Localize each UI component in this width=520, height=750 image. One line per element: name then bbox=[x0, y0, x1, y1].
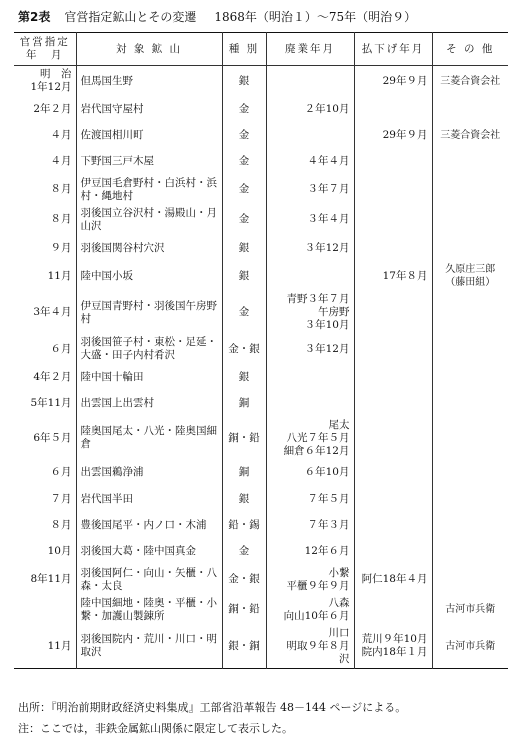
cell-other bbox=[432, 390, 508, 416]
cell-designated-date: 11月 bbox=[47, 269, 72, 282]
cell-target-mine: 伊豆国青野村・羽後国午房野村 bbox=[76, 291, 222, 334]
footnote-note: 注：ここでは，非鉄金属鉱山関係に限定して表示した。 bbox=[18, 722, 293, 735]
cell-other: 三菱合資会社 bbox=[432, 122, 508, 148]
cell-designated-date: ６月 bbox=[50, 466, 72, 479]
cell-type: 金 bbox=[222, 122, 266, 148]
cell-closed-date: ２年10月 bbox=[266, 96, 354, 122]
cell-closed-date: ６年10月 bbox=[266, 460, 354, 486]
cell-type: 銀 bbox=[222, 235, 266, 261]
cell-other bbox=[432, 235, 508, 261]
cell-sold-date bbox=[354, 364, 432, 390]
cell-closed-date: 川口 明取９年８月 沢 bbox=[266, 625, 354, 669]
cell-closed-date: 小繋 平櫃９年９月 bbox=[266, 565, 354, 595]
cell-target-mine: 伊豆国毛倉野村・白浜村・浜村・縄地村 bbox=[76, 175, 222, 205]
table-row bbox=[14, 539, 508, 565]
cell-type: 金 bbox=[222, 539, 266, 565]
cell-target-mine: 出雲国上出雲村 bbox=[76, 390, 222, 416]
table-row bbox=[14, 460, 508, 486]
cell-designated-date bbox=[14, 595, 76, 625]
table-row bbox=[14, 486, 508, 512]
table-row bbox=[14, 390, 508, 416]
table-row bbox=[14, 122, 508, 148]
cell-sold-date: 荒川９年10月 院内18年１月 bbox=[354, 625, 432, 669]
cell-closed-date: ４年４月 bbox=[266, 149, 354, 175]
cell-target-mine: 陸中国小坂 bbox=[76, 261, 222, 291]
cell-other bbox=[432, 364, 508, 390]
cell-sold-date bbox=[354, 390, 432, 416]
cell-sold-date: 17年８月 bbox=[354, 261, 432, 291]
cell-other bbox=[432, 334, 508, 364]
mines-table bbox=[14, 32, 508, 669]
cell-closed-date bbox=[266, 364, 354, 390]
cell-target-mine: 下野国三戸木屋 bbox=[76, 149, 222, 175]
cell-target-mine: 但馬国生野 bbox=[76, 66, 222, 97]
cell-sold-date bbox=[354, 149, 432, 175]
cell-closed-date: ７年５月 bbox=[266, 486, 354, 512]
cell-type: 金・銀 bbox=[222, 565, 266, 595]
cell-closed-date bbox=[266, 390, 354, 416]
cell-other bbox=[432, 512, 508, 538]
cell-sold-date bbox=[354, 539, 432, 565]
cell-closed-date: ３年７月 bbox=[266, 175, 354, 205]
table-row bbox=[14, 625, 508, 669]
col-header-type: 種 別 bbox=[222, 33, 266, 66]
cell-sold-date bbox=[354, 334, 432, 364]
cell-other bbox=[432, 460, 508, 486]
cell-target-mine: 羽後国阿仁・向山・矢櫃・八森・太良 bbox=[76, 565, 222, 595]
cell-closed-date: 八森 向山10年６月 bbox=[266, 595, 354, 625]
cell-closed-date: 尾太 八光７年５月 細倉６年12月 bbox=[266, 417, 354, 460]
table-row bbox=[14, 96, 508, 122]
cell-type: 金 bbox=[222, 96, 266, 122]
cell-closed-date: ７年３月 bbox=[266, 512, 354, 538]
col-header-closed-date: 廃業年月 bbox=[266, 33, 354, 66]
table-row bbox=[14, 595, 508, 625]
col-header-designated-date: 官営指定年 月 bbox=[14, 33, 76, 66]
cell-closed-date: 12年６月 bbox=[266, 539, 354, 565]
cell-closed-date: 青野３年７月 午房野 ３年10月 bbox=[266, 291, 354, 334]
cell-type: 金 bbox=[222, 149, 266, 175]
cell-closed-date: ３年４月 bbox=[266, 205, 354, 235]
cell-sold-date: 29年９月 bbox=[354, 122, 432, 148]
col-header-target-mine: 対 象 鉱 山 bbox=[76, 33, 222, 66]
cell-other: 三菱合資会社 bbox=[432, 66, 508, 97]
cell-other bbox=[432, 175, 508, 205]
cell-sold-date bbox=[354, 512, 432, 538]
cell-designated-date: ７月 bbox=[50, 492, 72, 505]
table-row bbox=[14, 291, 508, 334]
cell-designated-date: ８月 bbox=[50, 183, 72, 196]
table-row bbox=[14, 66, 508, 97]
cell-target-mine: 羽後国院内・荒川・川口・明取沢 bbox=[76, 625, 222, 669]
table-row bbox=[14, 205, 508, 235]
cell-other bbox=[432, 539, 508, 565]
cell-designated-date: 6年５月 bbox=[33, 431, 72, 444]
cell-type: 銅・鉛 bbox=[222, 417, 266, 460]
cell-designated-date: ４月 bbox=[50, 155, 72, 168]
cell-designated-date: ８月 bbox=[50, 519, 72, 532]
cell-sold-date bbox=[354, 460, 432, 486]
cell-other bbox=[432, 486, 508, 512]
cell-sold-date bbox=[354, 205, 432, 235]
cell-type: 銅・鉛 bbox=[222, 595, 266, 625]
cell-sold-date bbox=[354, 175, 432, 205]
cell-sold-date bbox=[354, 417, 432, 460]
table-title bbox=[18, 8, 508, 26]
cell-other bbox=[432, 205, 508, 235]
cell-target-mine: 陸奥国尾太・八光・陸奥国細倉 bbox=[76, 417, 222, 460]
cell-closed-date: ３年12月 bbox=[266, 334, 354, 364]
cell-target-mine: 佐渡国相川町 bbox=[76, 122, 222, 148]
cell-other bbox=[432, 565, 508, 595]
cell-designated-date: ６月 bbox=[50, 342, 72, 355]
cell-sold-date bbox=[354, 595, 432, 625]
cell-sold-date bbox=[354, 96, 432, 122]
cell-sold-date bbox=[354, 291, 432, 334]
table-row bbox=[14, 334, 508, 364]
cell-target-mine: 陸中国十輪田 bbox=[76, 364, 222, 390]
header-row bbox=[14, 33, 508, 66]
cell-target-mine: 羽後国大葛・陸中国真金 bbox=[76, 539, 222, 565]
cell-designated-date: ８月 bbox=[50, 213, 72, 226]
cell-designated-date: 10月 bbox=[47, 545, 72, 558]
cell-target-mine: 出雲国鵜浄浦 bbox=[76, 460, 222, 486]
cell-designated-date: 3年４月 bbox=[33, 306, 72, 319]
cell-type: 銀・銅 bbox=[222, 625, 266, 669]
cell-closed-date bbox=[266, 261, 354, 291]
cell-sold-date bbox=[354, 486, 432, 512]
cell-type: 金 bbox=[222, 205, 266, 235]
cell-other bbox=[432, 96, 508, 122]
cell-type: 銀 bbox=[222, 261, 266, 291]
table-row bbox=[14, 149, 508, 175]
cell-type: 銀 bbox=[222, 364, 266, 390]
cell-closed-date bbox=[266, 66, 354, 97]
cell-type: 銅 bbox=[222, 390, 266, 416]
cell-designated-date: 明 治 1年12月 bbox=[30, 68, 72, 93]
table-period: 1868年（明治１）～75年（明治９） bbox=[214, 10, 417, 24]
cell-other bbox=[432, 417, 508, 460]
col-header-other: そ の 他 bbox=[432, 33, 508, 66]
table-row bbox=[14, 565, 508, 595]
cell-other: 古河市兵衛 bbox=[432, 595, 508, 625]
cell-type: 銅 bbox=[222, 460, 266, 486]
cell-other bbox=[432, 149, 508, 175]
table-number: 第2表 bbox=[18, 10, 51, 24]
cell-designated-date: 8年11月 bbox=[30, 573, 72, 586]
cell-other: 久原庄三郎 （藤田組） bbox=[432, 261, 508, 291]
cell-target-mine: 陸中国細地・陸奥・平櫃・小繋・加護山製錬所 bbox=[76, 595, 222, 625]
cell-type: 金 bbox=[222, 175, 266, 205]
table-row bbox=[14, 235, 508, 261]
table-row bbox=[14, 261, 508, 291]
cell-target-mine: 羽後国関谷村穴沢 bbox=[76, 235, 222, 261]
table-row bbox=[14, 175, 508, 205]
cell-sold-date bbox=[354, 235, 432, 261]
cell-other bbox=[432, 291, 508, 334]
cell-target-mine: 羽後国笹子村・東松・足延・大盛・田子内村肴沢 bbox=[76, 334, 222, 364]
table-row bbox=[14, 417, 508, 460]
cell-designated-date: 5年11月 bbox=[30, 397, 72, 410]
cell-sold-date: 29年９月 bbox=[354, 66, 432, 97]
cell-designated-date: ９月 bbox=[50, 241, 72, 254]
cell-closed-date: ３年12月 bbox=[266, 235, 354, 261]
table-row bbox=[14, 364, 508, 390]
cell-designated-date: 11月 bbox=[47, 639, 72, 652]
cell-target-mine: 豊後国尾平・内ノ口・木浦 bbox=[76, 512, 222, 538]
cell-designated-date: ４月 bbox=[50, 128, 72, 141]
cell-target-mine: 岩代国半田 bbox=[76, 486, 222, 512]
table-title-text: 官営指定鉱山とその変遷 bbox=[64, 10, 197, 24]
cell-other: 古河市兵衛 bbox=[432, 625, 508, 669]
cell-type: 鉛・錫 bbox=[222, 512, 266, 538]
table-row bbox=[14, 512, 508, 538]
cell-type: 銀 bbox=[222, 486, 266, 512]
cell-target-mine: 羽後国立谷沢村・湯殿山・月山沢 bbox=[76, 205, 222, 235]
cell-closed-date bbox=[266, 122, 354, 148]
footnote-source: 出所：『明治前期財政経済史料集成』工部省沿革報告 48－144 ページによる。 bbox=[18, 701, 407, 714]
cell-type: 金・銀 bbox=[222, 334, 266, 364]
cell-sold-date: 阿仁18年４月 bbox=[354, 565, 432, 595]
cell-target-mine: 岩代国守屋村 bbox=[76, 96, 222, 122]
cell-type: 金 bbox=[222, 291, 266, 334]
cell-designated-date: 2年２月 bbox=[33, 102, 72, 115]
col-header-sold-date: 払下げ年月 bbox=[354, 33, 432, 66]
cell-type: 銀 bbox=[222, 66, 266, 97]
cell-designated-date: 4年２月 bbox=[33, 370, 72, 383]
